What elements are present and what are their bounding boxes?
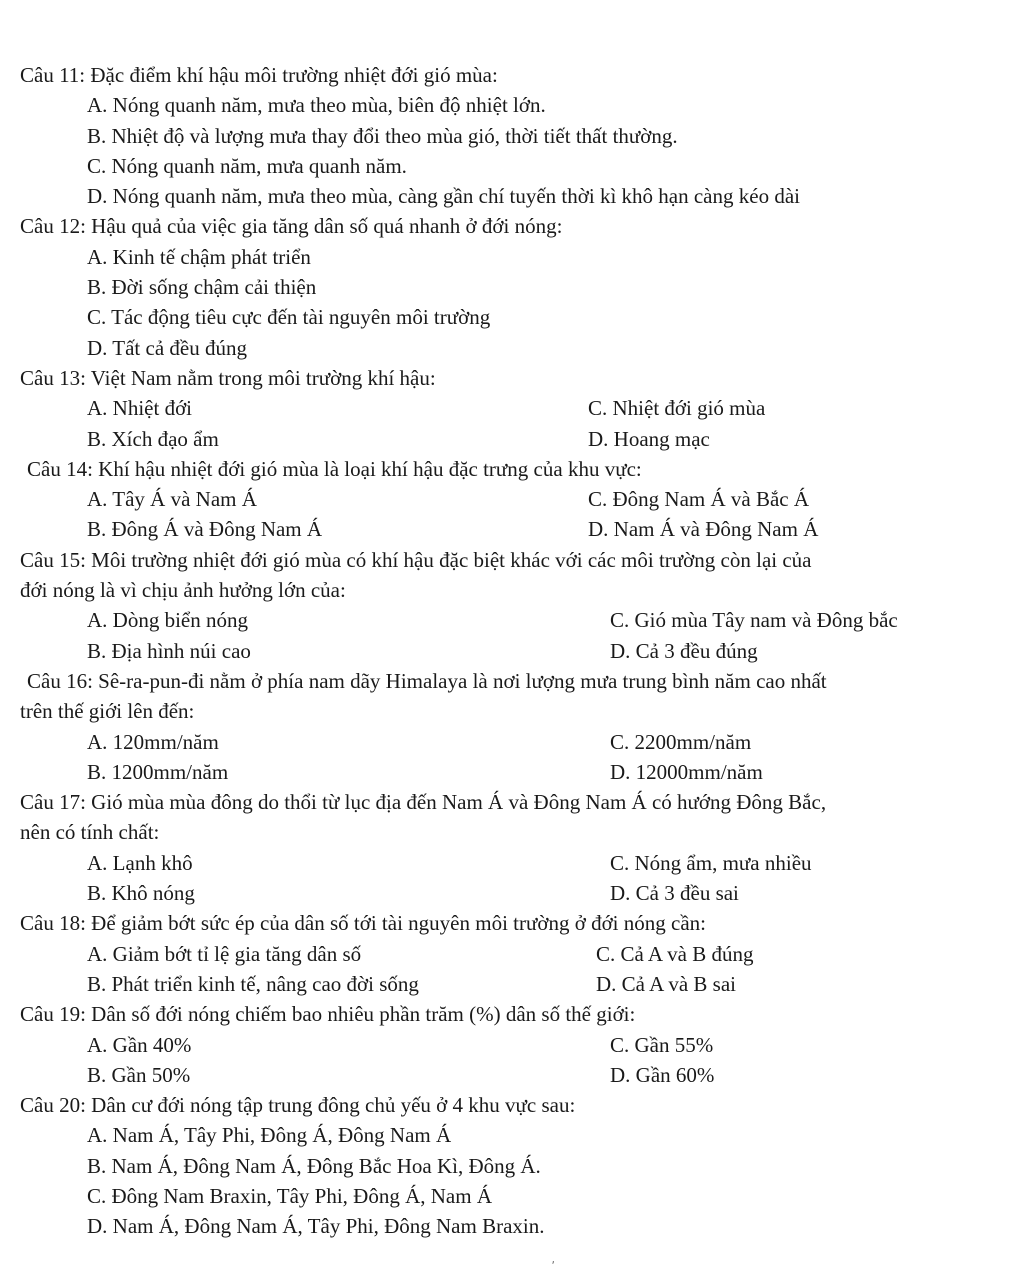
question-19-options-row-1 bbox=[0, 1030, 1024, 1060]
question-17-option-a: A. Lạnh khô bbox=[87, 850, 193, 875]
question-15-option-d: D. Cả 3 đều đúng bbox=[610, 638, 758, 663]
question-19-option-b: B. Gần 50% bbox=[87, 1062, 191, 1087]
question-12-option-b: B. Đời sống chậm cải thiện bbox=[87, 275, 317, 300]
question-14-option-c: C. Đông Nam Á và Bắc Á bbox=[588, 487, 810, 512]
question-11-stem: Câu 11: Đặc điểm khí hậu môi trường nhiệt đới gió mùa: bbox=[20, 63, 498, 87]
question-13-stem: Câu 13: Việt Nam nằm trong môi trường khí hậu: bbox=[20, 365, 436, 390]
question-16-option-d: D. 12000mm/năm bbox=[610, 759, 763, 784]
question-15-stem-line-1: Câu 15: Môi trường nhiệt đới gió mùa có khí hậu đặc biệt khác với các môi trường còn lại của bbox=[20, 547, 812, 572]
question-14-stem: Câu 14: Khí hậu nhiệt đới gió mùa là loại khí hậu đặc trưng của khu vực: bbox=[27, 456, 642, 481]
question-17-option-c: C. Nóng ẩm, mưa nhiều bbox=[610, 850, 812, 875]
question-19-option-c: C. Gần 55% bbox=[610, 1032, 714, 1057]
question-11-option-b: B. Nhiệt độ và lượng mưa thay đổi theo mùa gió, thời tiết thất thường. bbox=[87, 123, 678, 148]
question-15-options-row-2 bbox=[0, 636, 1024, 666]
question-18-options-row-2 bbox=[0, 969, 1024, 999]
question-13-options-row-1 bbox=[0, 393, 1024, 423]
question-18-options-row-1 bbox=[0, 939, 1024, 969]
question-15-options-row-1 bbox=[0, 605, 1024, 635]
question-11-option-a: A. Nóng quanh năm, mưa theo mùa, biên độ nhiệt lớn. bbox=[87, 93, 546, 118]
question-20-option-d: D. Nam Á, Đông Nam Á, Tây Phi, Đông Nam Braxin. bbox=[87, 1214, 545, 1239]
question-15-stem-line-2: đới nóng là vì chịu ảnh hưởng lớn của: bbox=[20, 578, 346, 603]
question-19-option-d: D. Gần 60% bbox=[610, 1062, 715, 1087]
question-12-stem: Câu 12: Hậu quả của việc gia tăng dân số quá nhanh ở đới nóng: bbox=[20, 214, 563, 239]
question-13-option-b: B. Xích đạo ẩm bbox=[87, 426, 219, 451]
question-20-option-b: B. Nam Á, Đông Nam Á, Đông Bắc Hoa Kì, Đông Á. bbox=[87, 1153, 541, 1178]
question-16-option-a: A. 120mm/năm bbox=[87, 729, 219, 754]
question-16-stem-line-1: Câu 16: Sê-ra-pun-đi nằm ở phía nam dãy Himalaya là nơi lượng mưa trung bình năm cao nhất bbox=[27, 668, 827, 693]
question-16-option-c: C. 2200mm/năm bbox=[610, 729, 752, 754]
question-16-option-b: B. 1200mm/năm bbox=[87, 759, 229, 784]
question-15-option-c: C. Gió mùa Tây nam và Đông bắc bbox=[610, 608, 898, 633]
question-13-option-a: A. Nhiệt đới bbox=[87, 396, 193, 421]
question-17-stem-line-2: nên có tính chất: bbox=[20, 820, 160, 845]
question-16-options-row-2 bbox=[0, 757, 1024, 787]
question-20-stem: Câu 20: Dân cư đới nóng tập trung đông chủ yếu ở 4 khu vực sau: bbox=[20, 1093, 576, 1118]
question-19-stem: Câu 19: Dân số đới nóng chiếm bao nhiêu phần trăm (%) dân số thế giới: bbox=[20, 1002, 636, 1027]
question-18-option-d: D. Cả A và B sai bbox=[596, 971, 736, 996]
question-14-option-d: D. Nam Á và Đông Nam Á bbox=[588, 517, 819, 542]
question-13-option-c: C. Nhiệt đới gió mùa bbox=[588, 396, 766, 421]
question-11-option-d: D. Nóng quanh năm, mưa theo mùa, càng gần chí tuyến thời kì khô hạn càng kéo dài bbox=[87, 184, 800, 209]
question-14-options-row-1 bbox=[0, 484, 1024, 514]
question-17-options-row-2 bbox=[0, 878, 1024, 908]
question-20-option-c: C. Đông Nam Braxin, Tây Phi, Đông Á, Nam Á bbox=[87, 1183, 492, 1208]
question-12-option-a: A. Kinh tế chậm phát triển bbox=[87, 244, 311, 269]
question-18-option-a: A. Giảm bớt tỉ lệ gia tăng dân số bbox=[87, 941, 362, 966]
question-18-stem: Câu 18: Để giảm bớt sức ép của dân số tới tài nguyên môi trường ở đới nóng cần: bbox=[20, 911, 706, 936]
question-17-options-row-1 bbox=[0, 848, 1024, 878]
question-19-options-row-2 bbox=[0, 1060, 1024, 1090]
question-13-option-d: D. Hoang mạc bbox=[588, 426, 710, 451]
question-18-option-c: C. Cả A và B đúng bbox=[596, 941, 754, 966]
question-14-option-a: A. Tây Á và Nam Á bbox=[87, 487, 257, 512]
question-12-option-d: D. Tất cả đều đúng bbox=[87, 335, 247, 360]
question-15-option-a: A. Dòng biển nóng bbox=[87, 608, 248, 633]
question-12-option-c: C. Tác động tiêu cực đến tài nguyên môi trường bbox=[87, 305, 491, 330]
footer-stray-mark: ʹ bbox=[552, 1258, 555, 1272]
question-14-options-row-2 bbox=[0, 514, 1024, 544]
question-16-options-row-1 bbox=[0, 727, 1024, 757]
question-17-option-d: D. Cả 3 đều sai bbox=[610, 881, 739, 906]
question-17-stem-line-1: Câu 17: Gió mùa mùa đông do thổi từ lục địa đến Nam Á và Đông Nam Á có hướng Đông Bắc, bbox=[20, 790, 827, 815]
question-20-option-a: A. Nam Á, Tây Phi, Đông Á, Đông Nam Á bbox=[87, 1123, 452, 1148]
question-17-option-b: B. Khô nóng bbox=[87, 881, 195, 906]
quiz-document bbox=[0, 60, 1024, 1242]
question-18-option-b: B. Phát triển kinh tế, nâng cao đời sống bbox=[87, 971, 419, 996]
question-19-option-a: A. Gần 40% bbox=[87, 1032, 192, 1057]
question-14-option-b: B. Đông Á và Đông Nam Á bbox=[87, 517, 323, 542]
question-16-stem-line-2: trên thế giới lên đến: bbox=[20, 699, 195, 724]
question-11-option-c: C. Nóng quanh năm, mưa quanh năm. bbox=[87, 153, 407, 178]
question-15-option-b: B. Địa hình núi cao bbox=[87, 638, 251, 663]
question-13-options-row-2 bbox=[0, 424, 1024, 454]
